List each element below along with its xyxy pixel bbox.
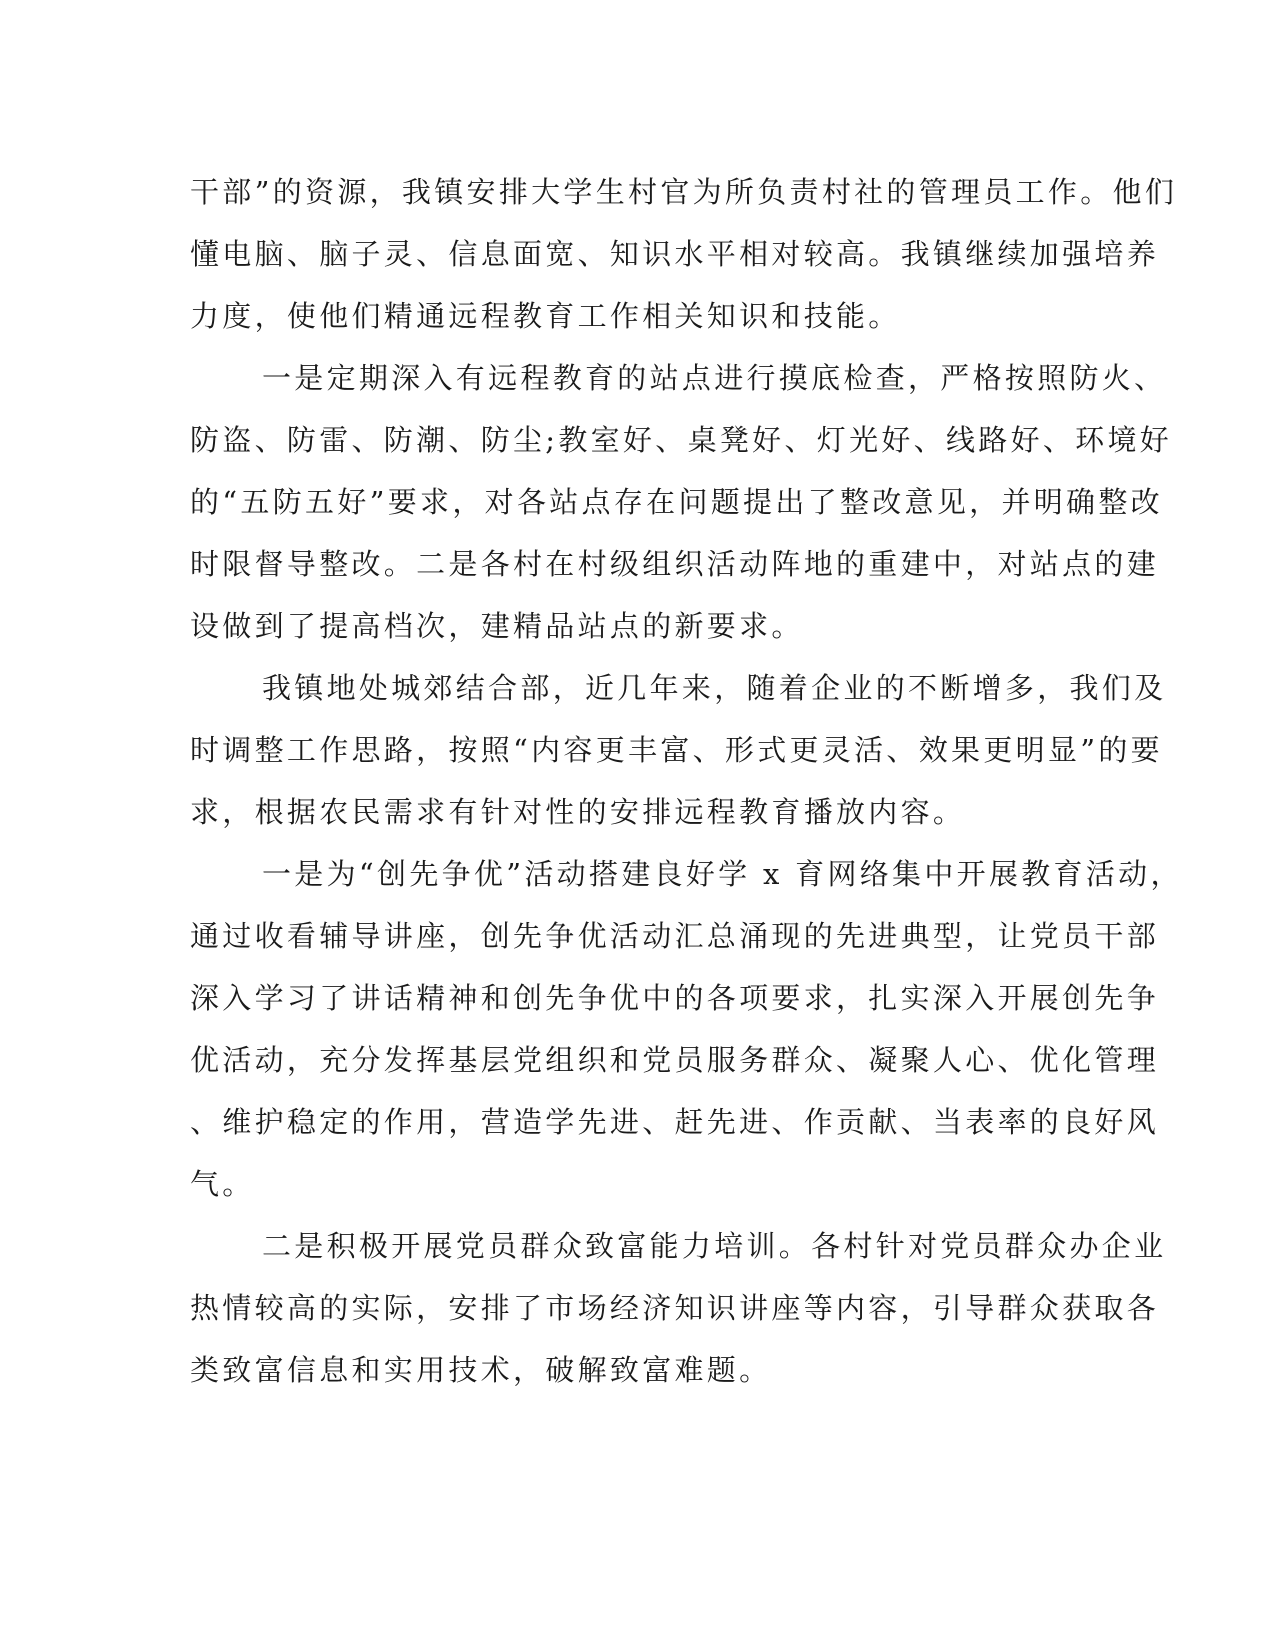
- text-line: 设做到了提高档次，建精品站点的新要求。: [190, 609, 804, 643]
- text-line: 懂电脑、脑子灵、信息面宽、知识水平相对较高。我镇继续加强培养: [190, 237, 1160, 271]
- text-line: 通过收看辅导讲座，创先争优活动汇总涌现的先进典型，让党员干部: [190, 919, 1160, 953]
- text-line: 热情较高的实际，安排了市场经济知识讲座等内容，引导群众获取各: [190, 1291, 1160, 1325]
- text-line: 我镇地处城郊结合部，近几年来，随着企业的不断增多，我们及: [262, 671, 1167, 705]
- text-line: 求，根据农民需求有针对性的安排远程教育播放内容。: [190, 795, 966, 829]
- text-line: 力度，使他们精通远程教育工作相关知识和技能。: [190, 299, 901, 333]
- text-line: 深入学习了讲话精神和创先争优中的各项要求，扎实深入开展创先争: [190, 981, 1160, 1015]
- text-line: 优活动，充分发挥基层党组织和党员服务群众、凝聚人心、优化管理: [190, 1043, 1160, 1077]
- text-line: 气。: [190, 1167, 255, 1201]
- paragraph-3: [190, 657, 1167, 843]
- paragraph-2: [190, 347, 1173, 657]
- paragraph-4: [190, 843, 1183, 1215]
- document-body: [190, 161, 1183, 1401]
- text-line: 时调整工作思路，按照“内容更丰富、形式更灵活、效果更明显”的要: [190, 733, 1163, 767]
- paragraph-5: [190, 1215, 1167, 1401]
- text-line: 二是积极开展党员群众致富能力培训。各村针对党员群众办企业: [262, 1229, 1167, 1263]
- text-line: 、维护稳定的作用，营造学先进、赶先进、作贡献、当表率的良好风: [190, 1105, 1160, 1139]
- text-line: 一是为“创先争优”活动搭建良好学 x 育网络集中开展教育活动，: [262, 857, 1183, 891]
- text-line: 类致富信息和实用技术，破解致富难题。: [190, 1353, 772, 1387]
- text-line: 时限督导整改。二是各村在村级组织活动阵地的重建中，对站点的建: [190, 547, 1160, 581]
- text-line: 的“五防五好”要求，对各站点存在问题提出了整改意见，并明确整改: [190, 485, 1163, 519]
- text-line: 一是定期深入有远程教育的站点进行摸底检查，严格按照防火、: [262, 361, 1167, 395]
- text-line: 防盗、防雷、防潮、防尘;教室好、桌凳好、灯光好、线路好、环境好: [190, 423, 1173, 457]
- paragraph-1: [190, 161, 1178, 347]
- text-line: 干部”的资源，我镇安排大学生村官为所负责村社的管理员工作。他们: [190, 175, 1178, 209]
